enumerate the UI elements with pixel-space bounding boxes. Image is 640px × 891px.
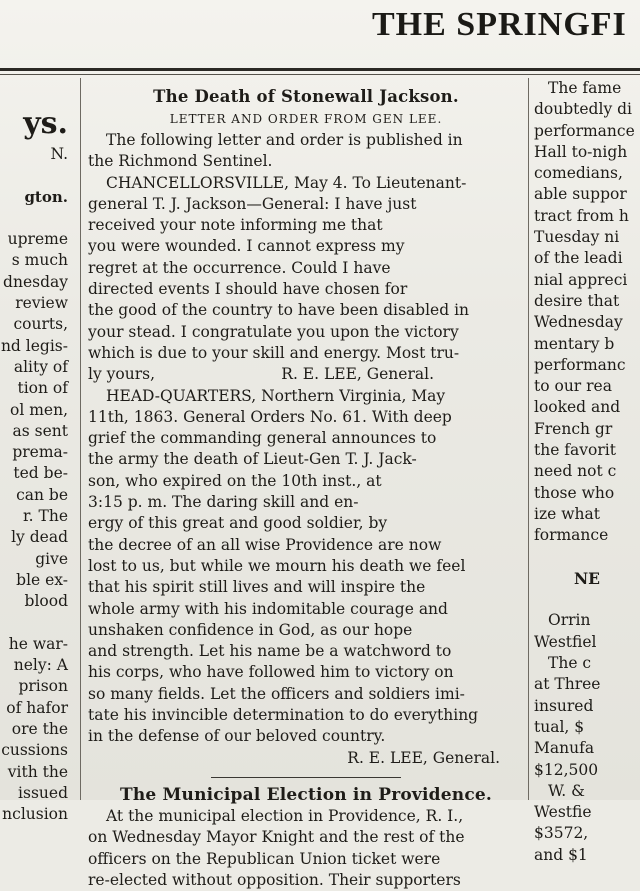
- right-column-line: performance: [534, 121, 635, 140]
- right-column-line: Westfie: [534, 803, 592, 822]
- left-column-line: [0, 208, 70, 229]
- left-column: [0, 104, 70, 826]
- right-column-line: looked and: [534, 398, 621, 417]
- right-column-line: the favorit: [534, 441, 616, 460]
- left-column-line: as sent: [12, 421, 68, 440]
- left-column-line: ys.: [23, 106, 68, 141]
- left-column-line: [0, 613, 70, 634]
- article-line: his corps, who have followed him to victory on: [88, 663, 454, 682]
- right-column-line: tract from h: [534, 206, 629, 225]
- article-line: so many fields. Let the officers and soldiers imi-: [88, 684, 465, 703]
- column-divider: [80, 78, 81, 800]
- right-column-line: insured: [534, 696, 594, 715]
- right-column-line: Hall to-nigh: [534, 142, 628, 161]
- article-line: tate his invincible determination to do everything: [88, 706, 479, 725]
- left-column-line: [0, 165, 70, 186]
- article-line: grief the commanding general announces to: [88, 429, 437, 448]
- article-divider: [211, 777, 401, 778]
- left-column-line: prema-: [12, 443, 68, 462]
- right-column-line: nial appreci: [534, 270, 628, 289]
- article-headline: The Municipal Election in Providence.: [119, 784, 493, 805]
- article-line: 11th, 1863. General Orders No. 61. With deep: [88, 407, 452, 426]
- article-line: in the defense of our beloved country.: [88, 727, 386, 746]
- article-line: lost to us, but while we mourn his death we feel: [88, 556, 466, 575]
- article-line: CHANCELLORSVILLE, May 4. To Lieutenant-: [106, 173, 467, 192]
- right-column-line: need not c: [534, 462, 617, 481]
- article-line: general T. J. Jackson—General: I have just: [88, 194, 417, 213]
- right-column-line: to our rea: [534, 377, 612, 396]
- left-column-line: gton.: [24, 187, 68, 206]
- article-line: re-elected without opposition. Their supporters: [88, 870, 461, 889]
- right-column-line: desire that: [534, 291, 620, 310]
- right-column-section-head: NE: [574, 568, 600, 588]
- left-column-line: dnesday: [3, 272, 68, 291]
- left-column-line: r. The: [22, 507, 68, 526]
- right-column-line: W. &: [548, 781, 585, 800]
- article-line: the decree of an all wise Providence are now: [88, 535, 442, 554]
- article-line: the Richmond Sentinel.: [88, 152, 273, 171]
- left-column-line: tion of: [17, 379, 68, 398]
- article-headline: The Death of Stonewall Jackson.: [153, 87, 459, 106]
- left-column-line: ly dead: [11, 528, 68, 547]
- right-column-line: ize what: [534, 504, 600, 523]
- article-line: son, who expired on the 10th inst., at: [88, 471, 382, 490]
- left-column-line: ted be-: [13, 464, 68, 483]
- right-column-line: [534, 547, 640, 568]
- left-column-line: ore the: [11, 720, 68, 739]
- article-line: unshaken confidence in God, as our hope: [88, 620, 413, 639]
- left-column-line: courts,: [13, 315, 68, 334]
- right-column-line: Wednesday: [534, 313, 623, 332]
- article-line: that his spirit still lives and will inspire the: [88, 578, 426, 597]
- right-column-line: doubtedly di: [534, 100, 633, 119]
- right-column-line: Tuesday ni: [534, 228, 620, 247]
- right-column-line: Orrin: [548, 611, 591, 630]
- article-line: directed events I should have chosen for: [88, 280, 408, 299]
- article-line: received your note informing me that: [88, 216, 383, 235]
- right-column-line: Westfiel: [534, 632, 597, 651]
- article-line: The following letter and order is published in: [106, 131, 463, 149]
- right-column-line: tual, $: [534, 717, 585, 736]
- left-column-line: give: [35, 549, 68, 568]
- article-signoff: ly yours,: [88, 365, 156, 384]
- left-column-line: nclusion: [2, 805, 68, 824]
- article-signature: R. E. LEE, General.: [347, 748, 500, 767]
- right-column-line: $12,500: [534, 760, 599, 779]
- left-column-line: can be: [16, 485, 68, 504]
- left-column-line: nd legis-: [0, 336, 68, 355]
- left-column-line: ality of: [13, 357, 68, 376]
- main-article-column: [88, 78, 524, 891]
- left-column-line: he war-: [8, 634, 68, 653]
- article-line: which is due to your skill and energy. Most tru-: [88, 343, 460, 362]
- left-column-line: blood: [24, 592, 68, 611]
- left-column-line: issued: [18, 783, 68, 802]
- left-column-line: review: [15, 294, 68, 313]
- left-column-line: ol men,: [10, 400, 68, 419]
- right-column-line: those who: [534, 483, 615, 502]
- article-line: whole army with his indomitable courage and: [88, 599, 448, 618]
- left-column-line: prison: [18, 677, 68, 696]
- left-column-line: ble ex-: [16, 570, 68, 589]
- right-column-line: mentary b: [534, 334, 615, 353]
- article-line: At the municipal election in Providence, R. I.,: [106, 806, 464, 825]
- right-column-line: $3572,: [534, 824, 589, 843]
- right-column-line: Manufa: [534, 739, 595, 758]
- left-column-line: upreme: [7, 230, 68, 249]
- article-subhead: LETTER AND ORDER FROM GEN LEE.: [169, 112, 443, 126]
- article-line: you were wounded. I cannot express my: [88, 237, 405, 256]
- article-line: officers on the Republican Union ticket were: [88, 849, 441, 868]
- masthead-rule: [0, 68, 640, 71]
- article-line: HEAD-QUARTERS, Northern Virginia, May: [106, 386, 446, 405]
- right-column-line: and $1: [534, 845, 588, 864]
- masthead-title: THE SPRINGFI: [372, 6, 627, 43]
- right-column-line: [534, 589, 640, 610]
- right-column-line: The c: [548, 654, 592, 673]
- masthead-rule-thin: [0, 74, 640, 75]
- right-column-line: of the leadi: [534, 249, 623, 268]
- article-line: the army the death of Lieut-Gen T. J. Jack-: [88, 450, 417, 469]
- article-line: 3:15 p. m. The daring skill and en-: [88, 493, 359, 512]
- left-column-line: N.: [50, 145, 68, 163]
- right-column-line: able suppor: [534, 185, 627, 204]
- right-column-line: performanc: [534, 355, 626, 374]
- left-column-line: cussions: [1, 741, 68, 760]
- right-column-line: comedians,: [534, 164, 623, 183]
- right-column-line: formance: [534, 526, 609, 545]
- article-line: ergy of this great and good soldier, by: [88, 514, 388, 533]
- right-column-line: The fame: [548, 79, 622, 97]
- right-column-line: at Three: [534, 675, 601, 694]
- column-divider: [528, 78, 529, 800]
- right-column: [534, 78, 640, 866]
- left-column-line: s much: [11, 251, 68, 270]
- article-line: and strength. Let his name be a watchword to: [88, 642, 452, 661]
- article-line: regret at the occurrence. Could I have: [88, 258, 391, 277]
- left-column-line: nely: A: [13, 656, 68, 675]
- left-column-line: of hafor: [6, 698, 68, 717]
- article-signature: R. E. LEE, General.: [281, 365, 434, 384]
- right-column-line: French gr: [534, 419, 613, 438]
- article-line: on Wednesday Mayor Knight and the rest of the: [88, 828, 465, 847]
- article-line: the good of the country to have been disabled in: [88, 301, 470, 320]
- article-line: your stead. I congratulate you upon the victory: [88, 322, 459, 341]
- left-column-line: vith the: [7, 762, 68, 781]
